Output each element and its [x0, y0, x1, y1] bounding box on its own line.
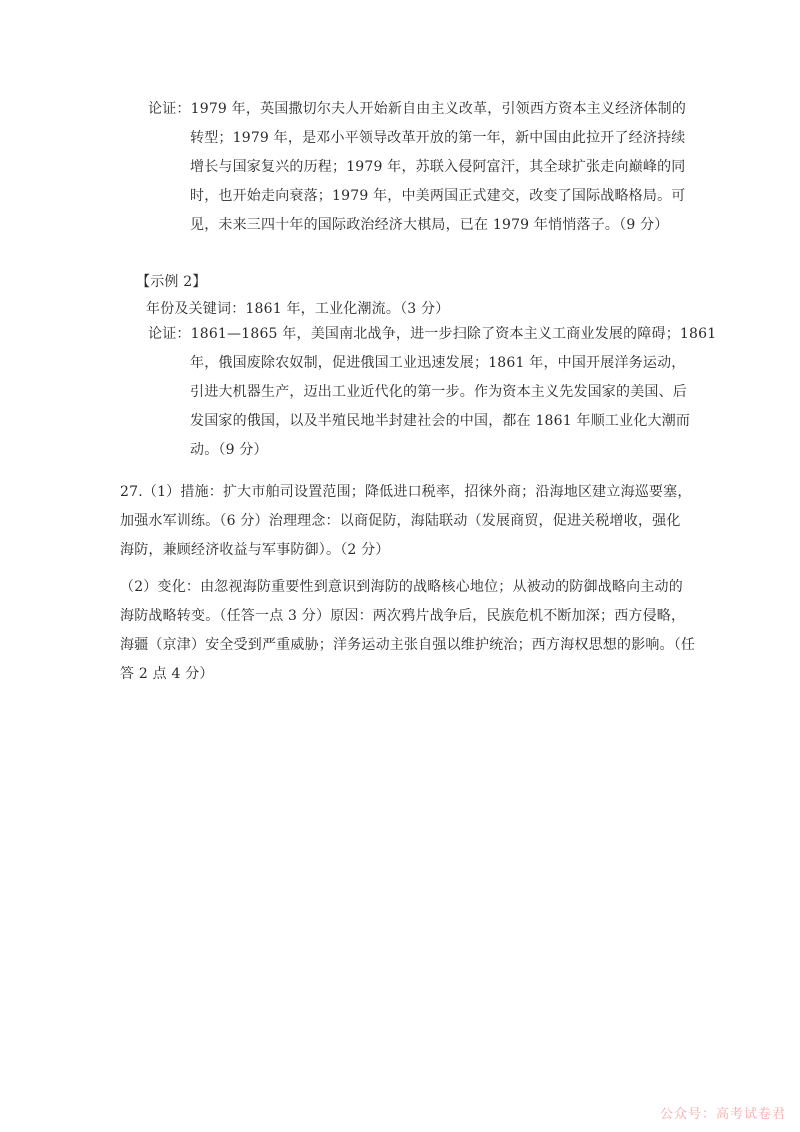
example1-line: 增长与国家复兴的历程；1979 年，苏联入侵阿富汗，其全球扩张走向巅峰的同 [190, 159, 686, 175]
q27-line: 海防，兼顾经济收益与军事防御）。（2 分） [120, 542, 390, 558]
example2-line: 发国家的俄国，以及半殖民地半封建社会的中国，都在 1861 年顺工业化大潮而 [190, 413, 691, 429]
example2-argument [148, 320, 717, 465]
q27-line: （2）变化：由忽视海防重要性到意识到海防的战略核心地位；从被动的防御战略向主动的 [120, 579, 683, 595]
example2-keywords: 年份及关键词：1861 年，工业化潮流。（3 分） [146, 301, 450, 317]
example1-argument [148, 95, 708, 240]
q27-line: 海防战略转变。（任答一点 3 分）原因：两次鸦片战争后，民族危机不断加深；西方侵略， [120, 608, 686, 624]
q27-line: 答 2 点 4 分） [120, 666, 214, 682]
example2-line: 引进大机器生产，迈出工业近代化的第一步。作为资本主义先发国家的美国、后 [190, 384, 687, 400]
example1-line: 时，也开始走向衰落；1979 年，中美两国正式建交，改变了国际战略格局。可 [190, 188, 686, 204]
example2-line: 论证：1861—1865 年，美国南北战争，进一步扫除了资本主义工商业发展的障碍；1861 [148, 326, 717, 342]
example1-line: 论证：1979 年，英国撒切尔夫人开始新自由主义改革，引领西方资本主义经济体制的 [148, 101, 687, 117]
example1-line: 见，未来三四十年的国际政治经济大棋局，已在 1979 年悄悄落子。（9 分） [190, 217, 669, 233]
q27-line: 27.（1）措施：扩大市舶司设置范围；降低进口税率，招徕外商；沿海地区建立海巡要塞， [120, 484, 692, 500]
q27-line: 海疆（京津）安全受到严重威胁；洋务运动主张自强以维护统治；西方海权思想的影响。（任 [120, 637, 696, 653]
example1-line: 转型；1979 年，是邓小平领导改革开放的第一年，新中国由此拉开了经济持续 [190, 130, 686, 146]
example2-line: 年，俄国废除农奴制，促进俄国工业迅速发展；1861 年，中国开展洋务运动， [190, 355, 686, 371]
question-27-part2 [120, 573, 720, 689]
watermark: 公众号：高考试卷君 [659, 1107, 786, 1122]
question-27-part1 [120, 478, 720, 565]
example2-heading: 【示例 2】 [136, 274, 207, 290]
q27-line: 加强水军训练。（6 分）治理理念：以商促防，海陆联动（发展商贸，促进关税增收，强化 [120, 513, 681, 529]
example2-line: 动。（9 分） [190, 442, 268, 458]
